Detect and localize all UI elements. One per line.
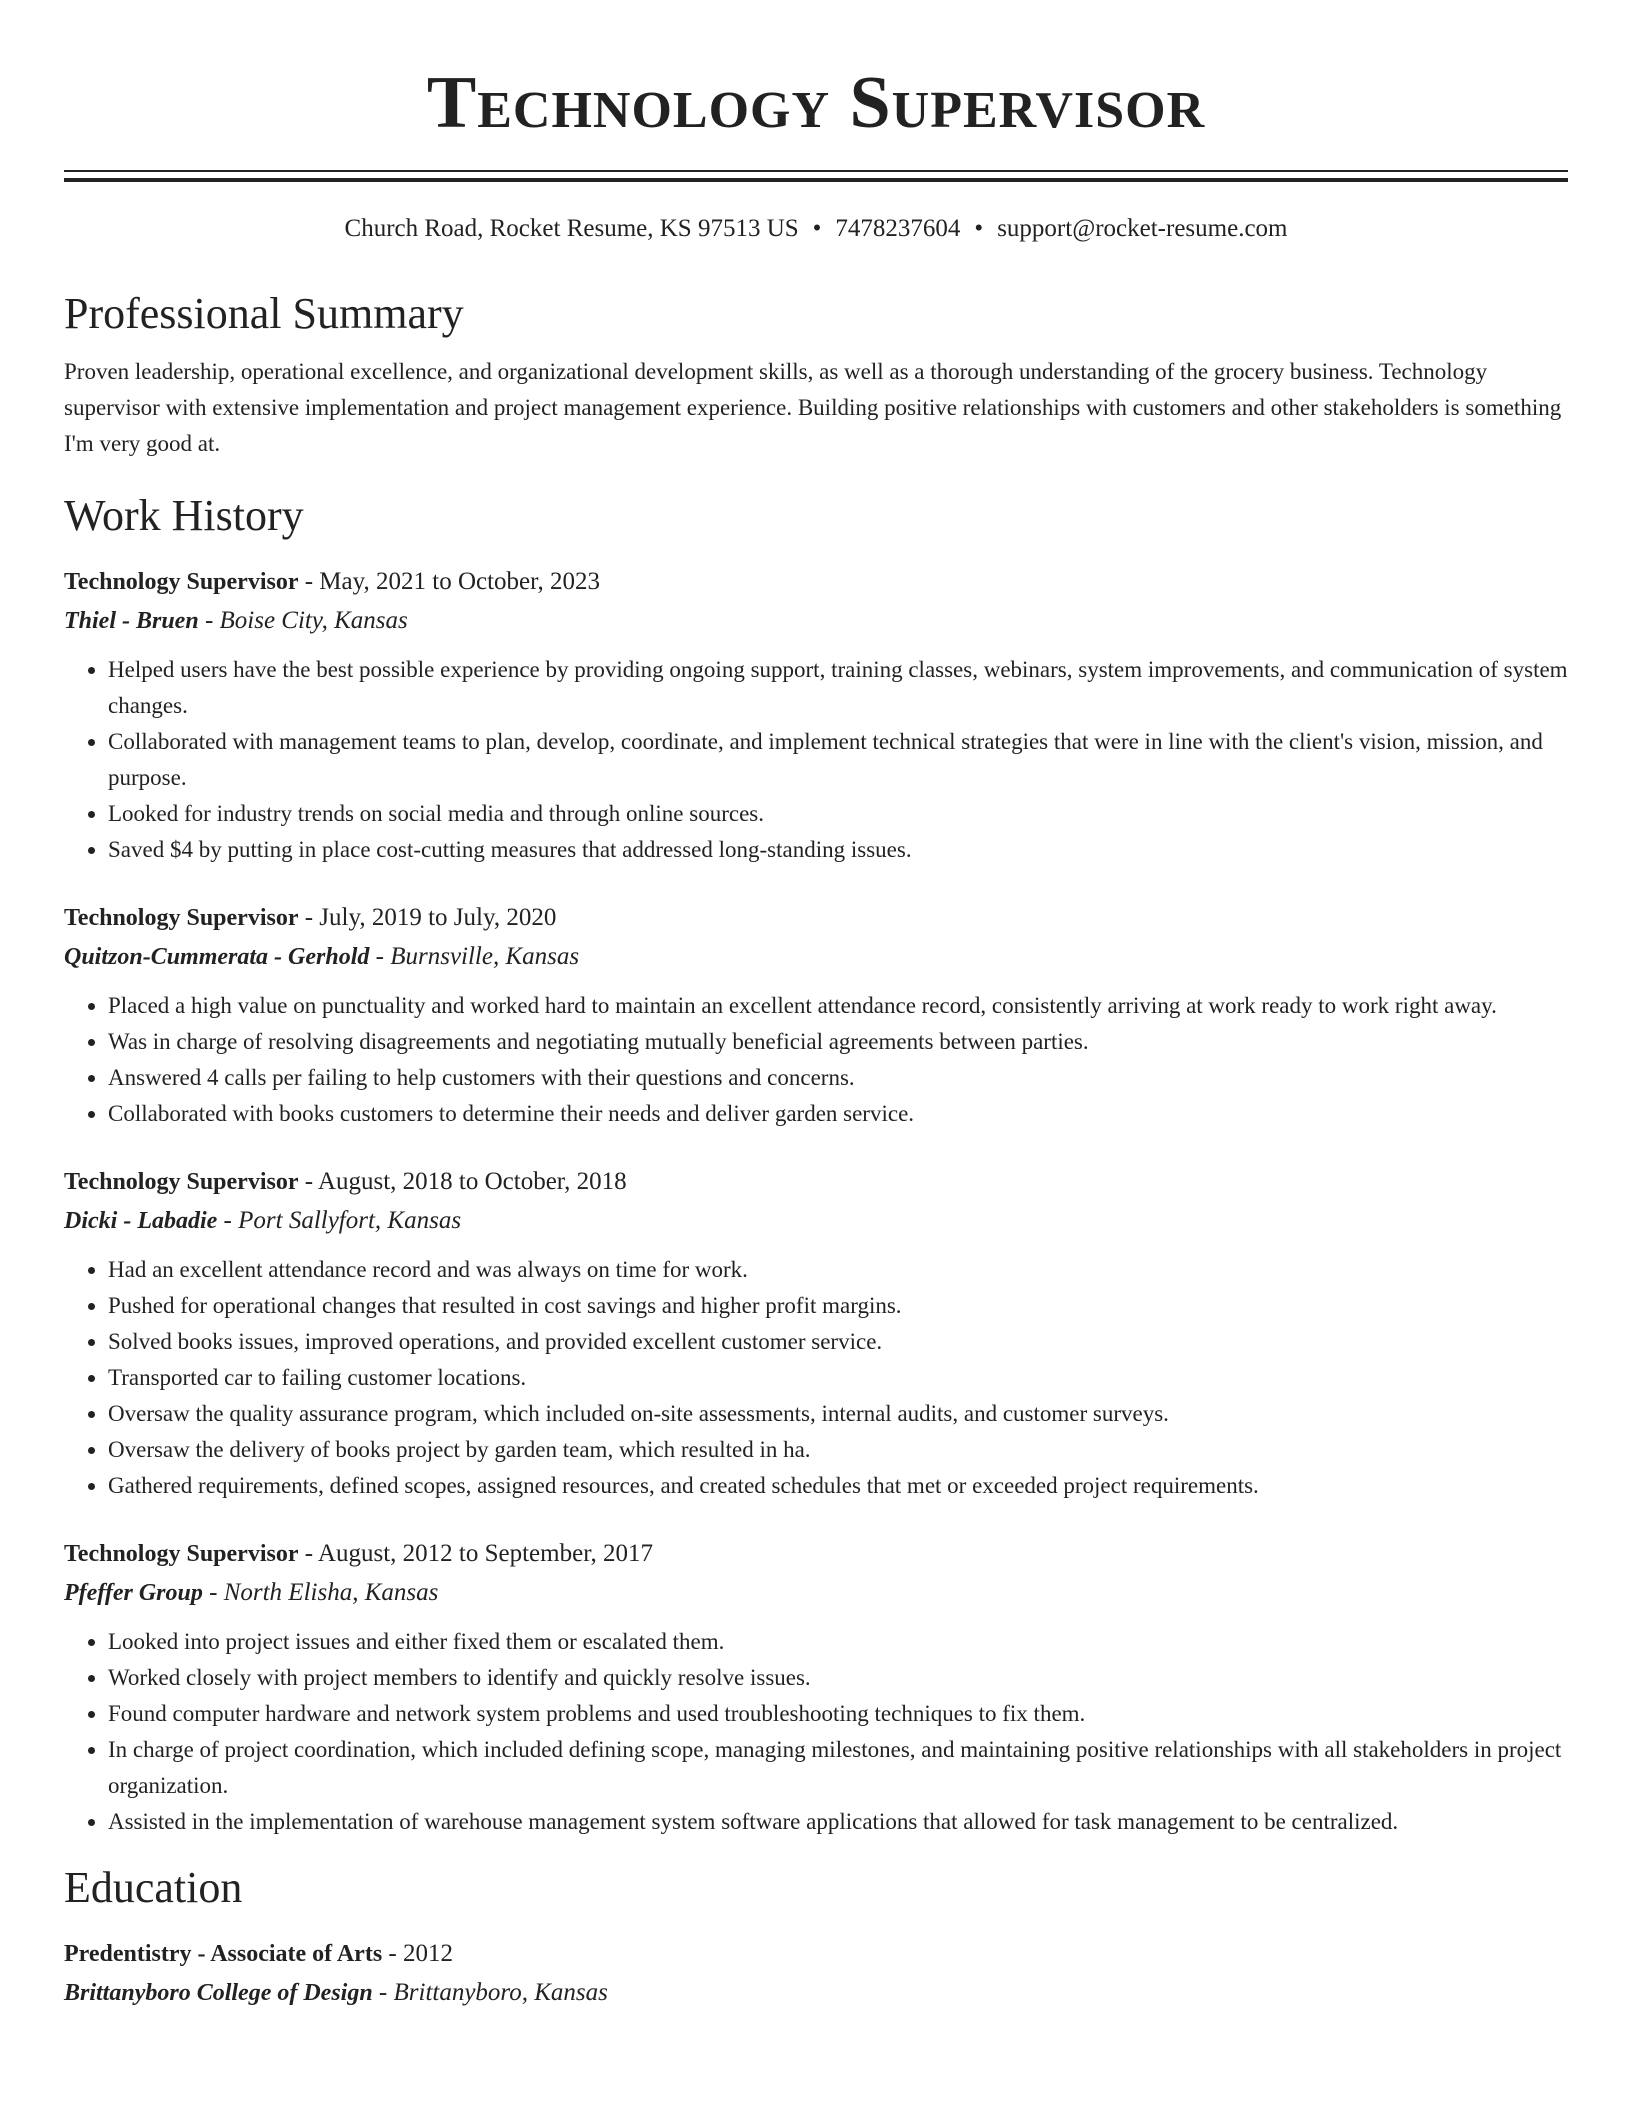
contact-address: Church Road, Rocket Resume, KS 97513 US bbox=[344, 215, 799, 242]
job-bullet: • Pushed for operational changes that resulted in cost savings and higher profit margins. bbox=[108, 1288, 1568, 1324]
job-bullet: • Had an excellent attendance record and was always on time for work. bbox=[108, 1252, 1568, 1288]
summary-text: Proven leadership, operational excellence, and organizational development skills, as well as a thorough understanding of the grocery business. Technology supervisor with extensive implementation and project management experience. Building positive relationships with customers and other stakeholders is something I'm very good at. bbox=[64, 359, 1562, 456]
job-title-line bbox=[64, 562, 1568, 602]
job-bullet: • Helped users have the best possible experience by providing ongoing support, training classes, webinars, system improvements, and communication of system changes. bbox=[108, 652, 1568, 724]
job-bullet: • Oversaw the quality assurance program, which included on-site assessments, internal audits, and customer surveys. bbox=[108, 1396, 1568, 1432]
education-location: - Brittanyboro, Kansas bbox=[372, 1979, 608, 2006]
job-bullet: • Solved books issues, improved operations, and provided excellent customer service. bbox=[108, 1324, 1568, 1360]
job-location: - North Elisha, Kansas bbox=[202, 1579, 439, 1606]
job-entry bbox=[64, 1162, 1568, 1504]
education-degree-line bbox=[64, 1934, 1568, 1974]
job-dates: - July, 2019 to July, 2020 bbox=[298, 904, 557, 931]
job-title: Technology Supervisor bbox=[64, 1541, 299, 1567]
job-title-line bbox=[64, 1534, 1568, 1574]
contact-separator: • bbox=[812, 215, 822, 242]
job-bullet: • Looked for industry trends on social media and through online sources. bbox=[108, 796, 1568, 832]
job-bullet: • Assisted in the implementation of warehouse management system software applications that allowed for task management to be centralized. bbox=[108, 1804, 1568, 1840]
divider-line-thick bbox=[64, 178, 1568, 182]
job-company: Thiel - Bruen bbox=[64, 608, 199, 634]
job-company-line bbox=[64, 938, 1568, 976]
job-entry bbox=[64, 898, 1568, 1132]
contact-separator: • bbox=[974, 215, 984, 242]
section-title-work-history: Work History bbox=[64, 491, 304, 540]
job-title-line bbox=[64, 898, 1568, 938]
education-school-line bbox=[64, 1974, 1568, 2012]
job-company-line bbox=[64, 602, 1568, 640]
job-bullet: • Looked into project issues and either fixed them or escalated them. bbox=[108, 1624, 1568, 1660]
job-dates: - August, 2012 to September, 2017 bbox=[298, 1540, 654, 1567]
job-location: - Port Sallyfort, Kansas bbox=[217, 1207, 462, 1234]
job-bullet: • Gathered requirements, defined scopes, assigned resources, and created schedules that met or exceeded project requirements. bbox=[108, 1468, 1568, 1504]
job-bullet: • Was in charge of resolving disagreements and negotiating mutually beneficial agreements between parties. bbox=[108, 1024, 1568, 1060]
job-bullet: • Collaborated with books customers to determine their needs and deliver garden service. bbox=[108, 1096, 1568, 1132]
contact-phone: 7478237604 bbox=[835, 215, 961, 242]
resume-title: Technology Supervisor bbox=[426, 62, 1206, 144]
education-school: Brittanyboro College of Design bbox=[64, 1980, 373, 2006]
job-title: Technology Supervisor bbox=[64, 905, 299, 931]
job-bullet: • In charge of project coordination, which included defining scope, managing milestones, and maintaining positive relationships with all stakeholders in project organization. bbox=[108, 1732, 1568, 1804]
job-title: Technology Supervisor bbox=[64, 569, 299, 595]
contact-email: support@rocket-resume.com bbox=[997, 215, 1288, 242]
job-location: - Boise City, Kansas bbox=[198, 607, 408, 634]
job-title-line bbox=[64, 1162, 1568, 1202]
job-company: Pfeffer Group bbox=[64, 1580, 203, 1606]
job-entry bbox=[64, 562, 1568, 868]
job-bullet: • Transported car to failing customer locations. bbox=[108, 1360, 1568, 1396]
job-title: Technology Supervisor bbox=[64, 1169, 299, 1195]
divider-line-thin bbox=[64, 170, 1568, 172]
job-bullet-list bbox=[64, 1252, 1568, 1504]
job-bullet-list bbox=[64, 1624, 1568, 1840]
education-degree: Predentistry - Associate of Arts bbox=[64, 1941, 383, 1967]
job-bullet: • Saved $4 by putting in place cost-cutting measures that addressed long-standing issues. bbox=[108, 832, 1568, 868]
job-bullet: • Answered 4 calls per failing to help customers with their questions and concerns. bbox=[108, 1060, 1568, 1096]
job-bullet-list bbox=[64, 988, 1568, 1132]
job-bullet: • Placed a high value on punctuality and worked hard to maintain an excellent attendance record, consistently arriving at work ready to work right away. bbox=[108, 988, 1568, 1024]
section-title-summary: Professional Summary bbox=[64, 289, 464, 338]
job-bullet: • Worked closely with project members to identify and quickly resolve issues. bbox=[108, 1660, 1568, 1696]
job-company: Dicki - Labadie bbox=[64, 1208, 218, 1234]
work-history-list bbox=[64, 562, 1568, 1840]
job-bullet-list bbox=[64, 652, 1568, 868]
contact-line bbox=[64, 212, 1568, 246]
education-year: - 2012 bbox=[382, 1940, 453, 1967]
job-company-line bbox=[64, 1574, 1568, 1612]
job-company-line bbox=[64, 1202, 1568, 1240]
title-divider bbox=[64, 170, 1568, 182]
job-bullet: • Found computer hardware and network system problems and used troubleshooting techniques to fix them. bbox=[108, 1696, 1568, 1732]
job-dates: - May, 2021 to October, 2023 bbox=[298, 568, 600, 595]
section-title-education: Education bbox=[64, 1863, 243, 1912]
job-location: - Burnsville, Kansas bbox=[369, 943, 580, 970]
education-entry bbox=[64, 1934, 1568, 2012]
job-bullet: • Oversaw the delivery of books project by garden team, which resulted in ha. bbox=[108, 1432, 1568, 1468]
job-dates: - August, 2018 to October, 2018 bbox=[298, 1168, 627, 1195]
job-bullet: • Collaborated with management teams to plan, develop, coordinate, and implement technical strategies that were in line with the client's vision, mission, and purpose. bbox=[108, 724, 1568, 796]
job-entry bbox=[64, 1534, 1568, 1840]
job-company: Quitzon-Cummerata - Gerhold bbox=[64, 944, 370, 970]
